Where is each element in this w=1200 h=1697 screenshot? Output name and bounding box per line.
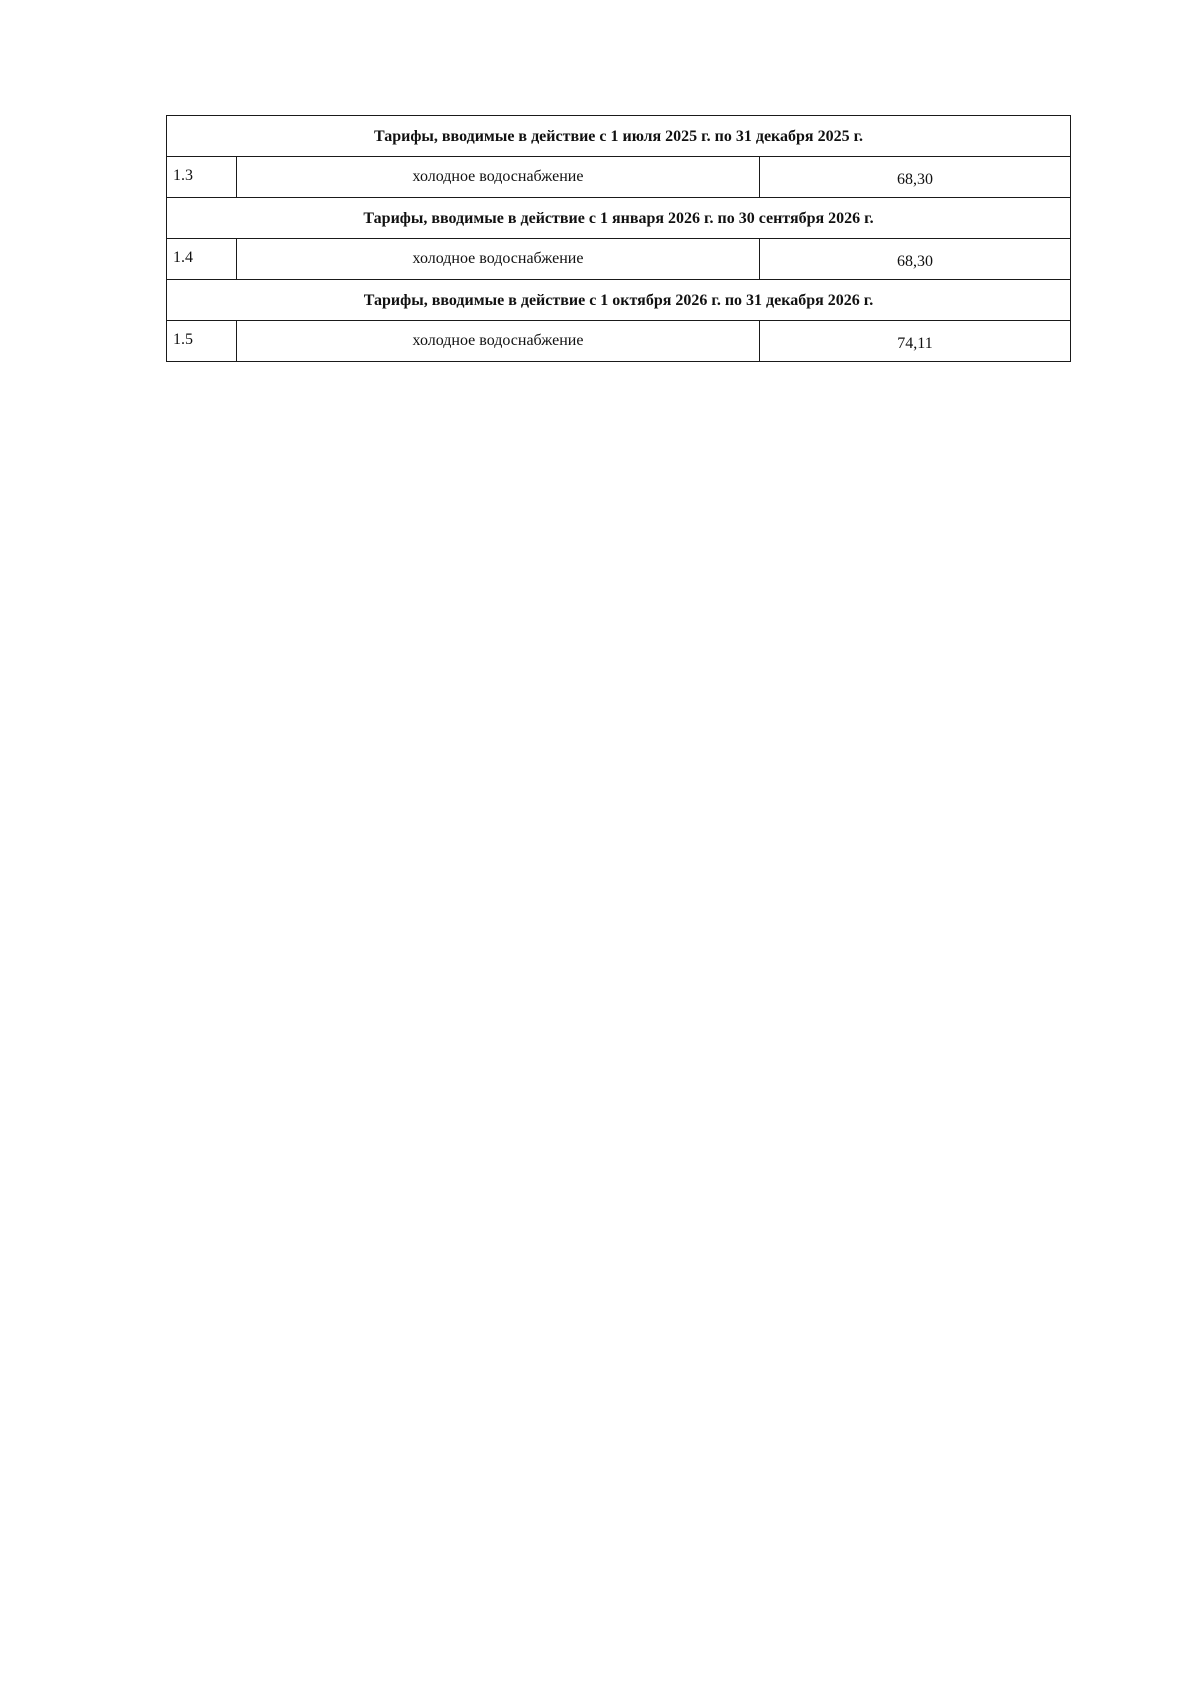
table-row — [167, 157, 1071, 198]
tariff-value: 68,30 — [760, 239, 1071, 280]
period-header: Тарифы, вводимые в действие с 1 января 2026 г. по 30 сентября 2026 г. — [167, 198, 1071, 239]
tariff-table — [166, 115, 1071, 362]
period-header-row — [167, 280, 1071, 321]
period-header: Тарифы, вводимые в действие с 1 октября 2026 г. по 31 декабря 2026 г. — [167, 280, 1071, 321]
row-number: 1.5 — [167, 321, 237, 362]
service-name: холодное водоснабжение — [237, 321, 760, 362]
row-number: 1.4 — [167, 239, 237, 280]
row-number: 1.3 — [167, 157, 237, 198]
period-header-row — [167, 198, 1071, 239]
tariff-value: 74,11 — [760, 321, 1071, 362]
period-header-row — [167, 116, 1071, 157]
table-row — [167, 321, 1071, 362]
tariff-value: 68,30 — [760, 157, 1071, 198]
period-header: Тарифы, вводимые в действие с 1 июля 2025 г. по 31 декабря 2025 г. — [167, 116, 1071, 157]
service-name: холодное водоснабжение — [237, 239, 760, 280]
service-name: холодное водоснабжение — [237, 157, 760, 198]
table-row — [167, 239, 1071, 280]
